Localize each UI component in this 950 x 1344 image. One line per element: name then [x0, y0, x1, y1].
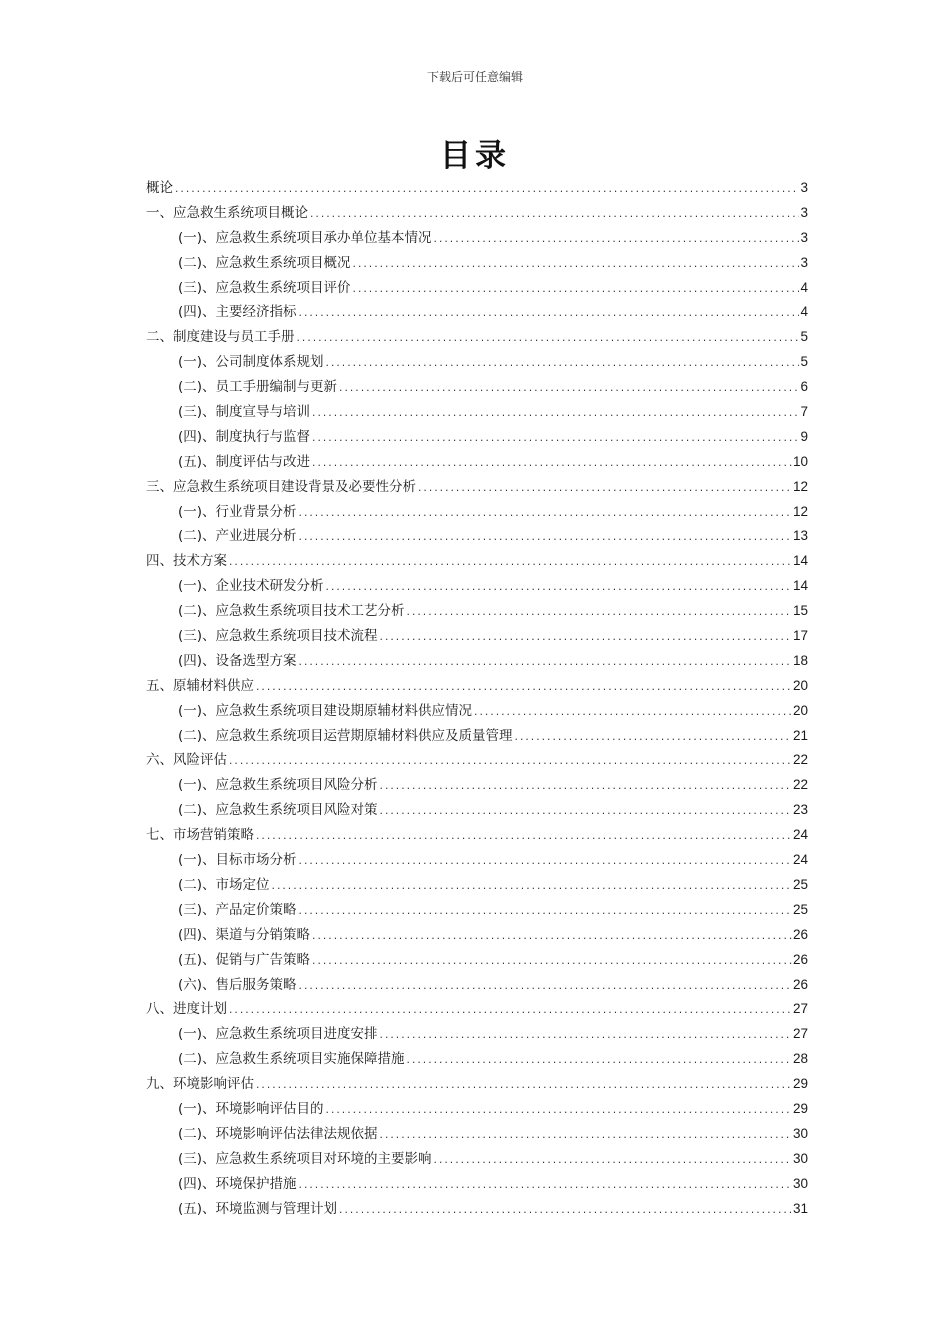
toc-entry-page: 30 [792, 1150, 808, 1166]
toc-entry[interactable] [146, 251, 808, 276]
toc-entry-label: (六)、售后服务策略 [178, 976, 297, 993]
toc-entry-label: 一、应急救生系统项目概论 [146, 204, 308, 221]
toc-entry-page: 14 [792, 578, 808, 594]
toc-leader-dots [514, 726, 792, 751]
toc-entry-page: 18 [792, 652, 808, 668]
toc-entry-label: (三)、产品定价策略 [178, 901, 297, 918]
toc-entry-label: (二)、应急救生系统项目实施保障措施 [178, 1051, 405, 1068]
toc-entry[interactable] [146, 500, 808, 525]
toc-leader-dots [325, 352, 800, 377]
toc-entry[interactable] [146, 674, 808, 699]
toc-entry[interactable] [146, 599, 808, 624]
toc-entry-page: 10 [792, 453, 808, 469]
page-title: 目录 [440, 138, 510, 174]
toc-leader-dots [338, 1199, 792, 1224]
toc-entry[interactable] [146, 997, 808, 1022]
toc-entry-label: (一)、应急救生系统项目建设期原辅材料供应情况 [178, 702, 473, 719]
toc-entry-label: (一)、应急救生系统项目风险分析 [178, 777, 378, 794]
toc-entry-page: 15 [792, 603, 808, 619]
toc-leader-dots [298, 302, 800, 327]
toc-leader-dots [255, 676, 792, 701]
toc-leader-dots [296, 327, 800, 352]
toc-leader-dots [298, 900, 792, 925]
toc-entry[interactable] [146, 325, 808, 350]
toc-entry[interactable] [146, 1072, 808, 1097]
toc-entry-page: 31 [792, 1200, 808, 1216]
toc-entry[interactable] [146, 848, 808, 873]
toc-leader-dots [379, 1124, 792, 1149]
toc-entry-label: 五、原辅材料供应 [146, 677, 254, 694]
toc-entry-page: 27 [792, 1001, 808, 1017]
toc-entry-page: 21 [792, 727, 808, 743]
toc-entry[interactable] [146, 450, 808, 475]
toc-entry[interactable] [146, 873, 808, 898]
toc-leader-dots [309, 203, 799, 228]
toc-entry-page: 9 [800, 428, 808, 444]
toc-entry-label: (五)、促销与广告策略 [178, 951, 311, 968]
toc-entry-label: (五)、制度评估与改进 [178, 453, 311, 470]
toc-leader-dots [255, 1074, 792, 1099]
toc-entry[interactable] [146, 276, 808, 301]
toc-entry[interactable] [146, 1172, 808, 1197]
toc-entry[interactable] [146, 823, 808, 848]
toc-entry-page: 7 [800, 404, 808, 420]
toc-entry-page: 5 [800, 354, 808, 370]
toc-entry-page: 13 [792, 528, 808, 544]
toc-leader-dots [406, 601, 792, 626]
toc-entry-page: 6 [800, 379, 808, 395]
toc-entry[interactable] [146, 1022, 808, 1047]
toc-entry-page: 22 [792, 752, 808, 768]
toc-entry-label: (二)、应急救生系统项目概况 [178, 254, 351, 271]
toc-leader-dots [311, 925, 792, 950]
toc-entry-page: 12 [792, 478, 808, 494]
toc-entry-page: 5 [800, 329, 808, 345]
toc-leader-dots [311, 402, 799, 427]
toc-entry-label: 八、进度计划 [146, 1001, 227, 1018]
toc-entry-label: 七、市场营销策略 [146, 827, 254, 844]
toc-entry-label: (二)、产业进展分析 [178, 528, 297, 545]
toc-entry-page: 3 [800, 254, 808, 270]
toc-entry-label: (一)、应急救生系统项目承办单位基本情况 [178, 229, 432, 246]
toc-entry-page: 3 [800, 204, 808, 220]
toc-entry-label: (二)、应急救生系统项目技术工艺分析 [178, 603, 405, 620]
toc-leader-dots [473, 701, 792, 726]
toc-entry-label: (四)、设备选型方案 [178, 652, 297, 669]
toc-entry[interactable] [146, 724, 808, 749]
toc-leader-dots [298, 975, 792, 1000]
toc-entry-page: 27 [792, 1026, 808, 1042]
toc-entry-page: 29 [792, 1076, 808, 1092]
toc-leader-dots [174, 178, 799, 203]
toc-leader-dots [352, 253, 800, 278]
toc-leader-dots [379, 626, 792, 651]
toc-entry[interactable] [146, 300, 808, 325]
toc-entry-label: (五)、环境监测与管理计划 [178, 1200, 338, 1217]
toc-leader-dots [433, 228, 800, 253]
toc-leader-dots [406, 1049, 792, 1074]
toc-leader-dots [228, 750, 792, 775]
toc-entry[interactable] [146, 1122, 808, 1147]
toc-entry[interactable] [146, 549, 808, 574]
toc-entry[interactable] [146, 948, 808, 973]
toc-entry-page: 4 [800, 279, 808, 295]
toc-entry-page: 4 [800, 304, 808, 320]
toc-entry-page: 26 [792, 976, 808, 992]
toc-entry[interactable] [146, 748, 808, 773]
toc-entry-label: (三)、制度宣导与培训 [178, 404, 311, 421]
toc-entry[interactable] [146, 400, 808, 425]
toc-leader-dots [298, 526, 792, 551]
toc-leader-dots [417, 477, 792, 502]
toc-leader-dots [311, 427, 799, 452]
toc-entry-page: 3 [800, 180, 808, 195]
toc-entry-label: (二)、环境影响评估法律法规依据 [178, 1125, 378, 1142]
toc-entry-page: 3 [800, 229, 808, 245]
toc-entry[interactable] [146, 176, 808, 201]
toc-entry[interactable] [146, 375, 808, 400]
toc-leader-dots [325, 1099, 792, 1124]
toc-entry-label: (二)、应急救生系统项目风险对策 [178, 802, 378, 819]
toc-entry-label: (一)、公司制度体系规划 [178, 354, 324, 371]
toc-leader-dots [379, 1024, 792, 1049]
toc-entry[interactable] [146, 350, 808, 375]
toc-entry[interactable] [146, 798, 808, 823]
toc-entry-label: (二)、应急救生系统项目运营期原辅材料供应及质量管理 [178, 727, 513, 744]
toc-entry-page: 28 [792, 1051, 808, 1067]
toc-leader-dots [338, 377, 799, 402]
toc-entry-label: 四、技术方案 [146, 553, 227, 570]
toc-entry-label: (四)、制度执行与监督 [178, 428, 311, 445]
toc-leader-dots [298, 651, 792, 676]
toc-entry[interactable] [146, 201, 808, 226]
toc-entry-label: 二、制度建设与员工手册 [146, 329, 295, 346]
toc-entry-page: 26 [792, 951, 808, 967]
toc-entry[interactable] [146, 923, 808, 948]
toc-entry-page: 30 [792, 1125, 808, 1141]
toc-entry-page: 24 [792, 827, 808, 843]
toc-entry-label: 六、风险评估 [146, 752, 227, 769]
toc-leader-dots [228, 999, 792, 1024]
toc-leader-dots [311, 950, 792, 975]
toc-leader-dots [298, 1174, 792, 1199]
toc-entry-label: (二)、员工手册编制与更新 [178, 379, 338, 396]
toc-leader-dots [311, 452, 792, 477]
toc-leader-dots [325, 576, 792, 601]
toc-entry[interactable] [146, 574, 808, 599]
toc-entry-label: (四)、渠道与分销策略 [178, 926, 311, 943]
toc-entry-page: 12 [792, 503, 808, 519]
toc-entry[interactable] [146, 1147, 808, 1172]
toc-entry[interactable] [146, 624, 808, 649]
toc-entry-page: 26 [792, 926, 808, 942]
toc-leader-dots [298, 502, 792, 527]
toc-entry-label: (三)、应急救生系统项目评价 [178, 279, 351, 296]
toc-entry-label: (一)、企业技术研发分析 [178, 578, 324, 595]
toc-entry[interactable] [146, 1047, 808, 1072]
toc-entry-label: (一)、目标市场分析 [178, 852, 297, 869]
toc-entry-page: 22 [792, 777, 808, 793]
toc-entry-label: (四)、环境保护措施 [178, 1175, 297, 1192]
toc-entry[interactable] [146, 524, 808, 549]
toc-leader-dots [433, 1149, 792, 1174]
toc-entry[interactable] [146, 475, 808, 500]
toc-entry-label: (一)、行业背景分析 [178, 503, 297, 520]
toc-entry[interactable] [146, 699, 808, 724]
toc-entry-page: 24 [792, 852, 808, 868]
toc-entry-page: 14 [792, 553, 808, 569]
toc-entry-page: 23 [792, 802, 808, 818]
toc-entry[interactable] [146, 1097, 808, 1122]
header-note: 下载后可任意编辑 [426, 70, 523, 84]
toc-entry-label: (一)、应急救生系统项目进度安排 [178, 1026, 378, 1043]
toc-leader-dots [352, 278, 800, 303]
toc-leader-dots [379, 800, 792, 825]
toc-entry[interactable] [146, 773, 808, 798]
toc-leader-dots [255, 825, 792, 850]
toc-entry-label: 三、应急救生系统项目建设背景及必要性分析 [146, 478, 416, 495]
toc-entry[interactable] [146, 425, 808, 450]
toc-entry-page: 17 [792, 628, 808, 644]
toc-leader-dots [379, 775, 792, 800]
toc-entry-label: (四)、主要经济指标 [178, 304, 297, 321]
toc-entry-label: 九、环境影响评估 [146, 1076, 254, 1093]
toc-entry-page: 30 [792, 1175, 808, 1191]
toc-entry-label: (一)、环境影响评估目的 [178, 1100, 324, 1117]
toc-entry-page: 20 [792, 677, 808, 693]
toc-entry-label: (二)、市场定位 [178, 876, 270, 893]
toc-entry[interactable] [146, 226, 808, 251]
toc-entry-label: (三)、应急救生系统项目技术流程 [178, 628, 378, 645]
toc-leader-dots [271, 875, 792, 900]
toc-entry[interactable] [146, 649, 808, 674]
toc-leader-dots [298, 850, 792, 875]
toc-entry-page: 25 [792, 901, 808, 917]
toc-entry-page: 29 [792, 1100, 808, 1116]
table-of-contents [146, 176, 808, 1221]
toc-entry[interactable] [146, 898, 808, 923]
toc-leader-dots [228, 551, 792, 576]
toc-entry[interactable] [146, 1197, 808, 1222]
toc-entry[interactable] [146, 973, 808, 998]
toc-entry-page: 20 [792, 702, 808, 718]
toc-entry-label: (三)、应急救生系统项目对环境的主要影响 [178, 1150, 432, 1167]
toc-entry-page: 25 [792, 876, 808, 892]
toc-entry-label: 概论 [146, 180, 173, 196]
